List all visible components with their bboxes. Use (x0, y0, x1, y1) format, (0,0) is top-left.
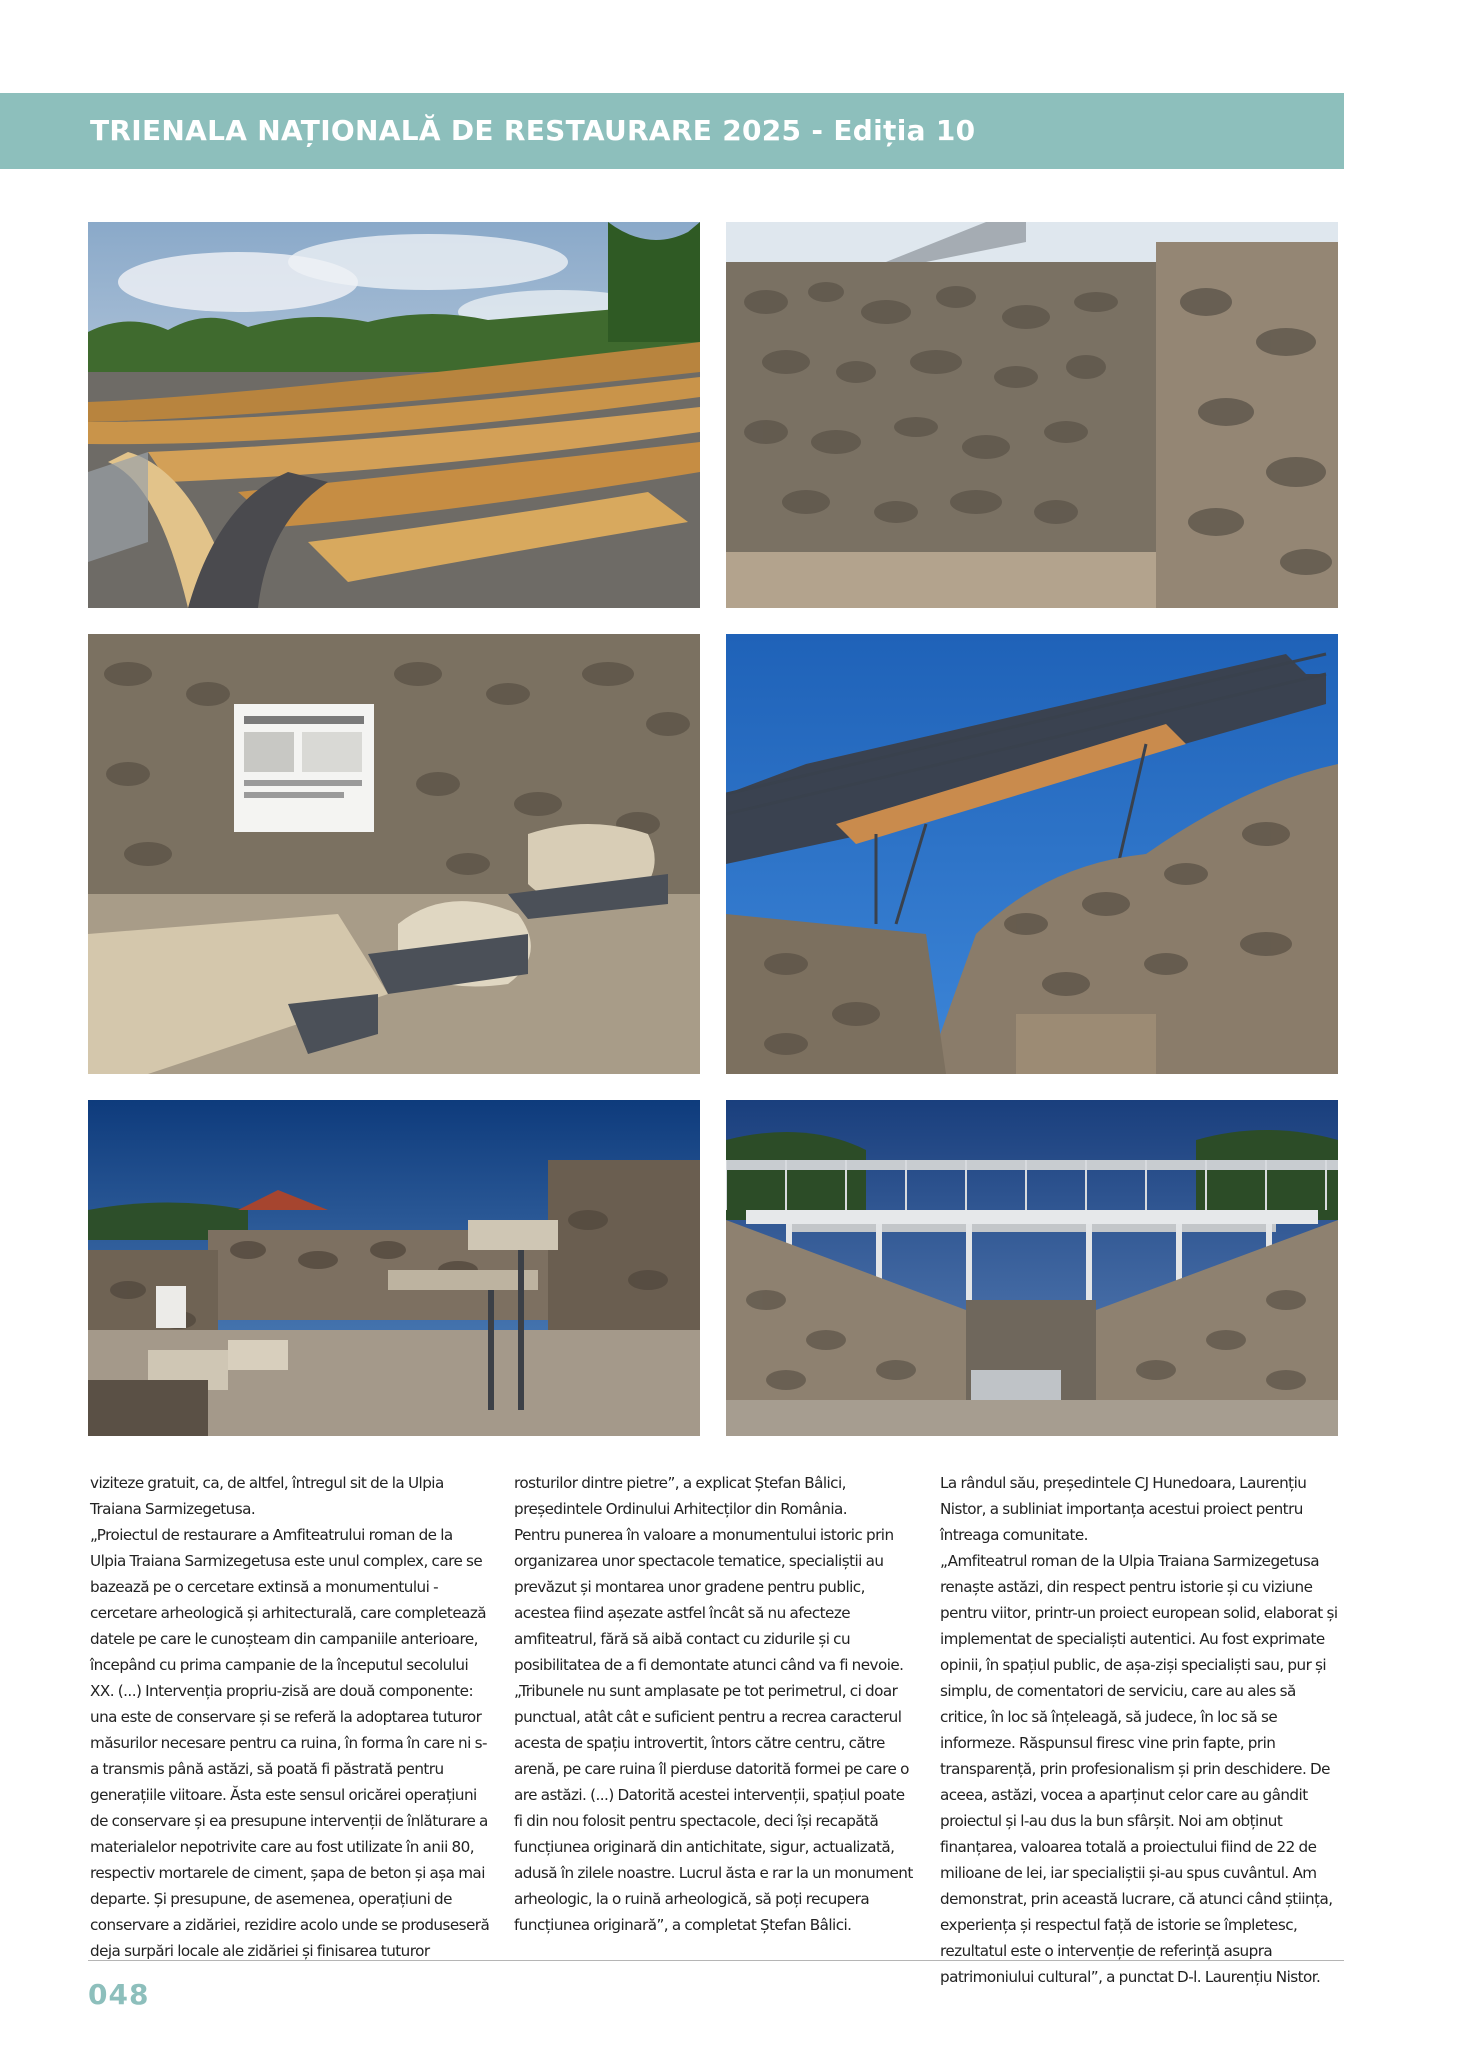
restored-stone-wall-corner-photo (726, 222, 1338, 608)
arena-entrance-with-covered-structure-photo (726, 1100, 1338, 1436)
amphitheatre-wooden-tribunes-photo (88, 222, 700, 608)
text-column-2 (514, 1470, 914, 1938)
paragraph: „Tribunele nu sunt amplasate pe tot perimetrul, ci doar punctual, atât cât e suficient pentru a recrea caracterul acesta de spațiu introvertit, întors către centru, către arenă, pe care ruina îl pierduse datorită formei pe care o are astăzi. (...) Datorită acestei intervenții, spațiul poate fi din nou folosit pentru spectacole, deci își recapătă funcțiunea originară din antichitate, sigur, actualizată, adusă în zilele noastre. Lucrul ăsta e rar la un monument arheologic, la o ruină arheologică, să poți recupera funcțiunea originară”, a completat Ștefan Bâlici. (514, 1682, 913, 1934)
metal-staircase-over-ruins-photo (726, 634, 1338, 1074)
ruins-courtyard-with-display-photo (88, 1100, 700, 1436)
paragraph: viziteze gratuit, ca, de altfel, întregul sit de la Ulpia Traiana Sarmizegetusa. (90, 1474, 444, 1518)
header-band (0, 93, 1344, 169)
paragraph: „Amfiteatrul roman de la Ulpia Traiana Sarmizegetusa renaște astăzi, din respect pentru istorie și cu viziune pentru viitor, printr-un proiect european solid, elaborat și implementat de specialiști autentici. Au fost exprimate opinii, în spațiul public, de așa-ziși specialiști sau, pur și simplu, de comentatori de serviciu, care au ales să critice, în loc să înțeleagă, să judece, în loc să se informeze. Răspunsul firesc vine prin fapte, prin transparență, prin profesionalism și prin deschidere. De aceea, astăzi, vocea a aparținut celor care au gândit proiectul și l-au dus la bun sfârșit. Noi am obținut finanțarea, valoarea totală a proiectului fiind de 22 de milioane de lei, iar specialiștii și-au spus cuvântul. Am demonstrat, prin această lucrare, că atunci când știința, experiența și respectul față de istorie se împletesc, rezultatul este o intervenție de referință asupra patrimoniului cultural”, a punctat D-l. Laurențiu Nistor. (940, 1552, 1338, 1986)
paragraph: „Proiectul de restaurare a Amfiteatrului roman de la Ulpia Traiana Sarmizegetusa este unul complex, care se bazează pe o cercetare extinsă a monumentului - cercetare arheologică și arhitecturală, care completează datele pe care le cunoșteam din campaniile anterioare, începând cu prima campanie de la începutul secolului XX. (...) Intervenția propriu-zisă are două componente: una este de conservare și se referă la adoptarea tuturor măsurilor necesare pentru ca ruina, în forma în care ni s-a transmis până astăzi, să poată fi păstrată pentru generațiile viitoare. Ăsta este sensul oricărei operațiuni de conservare și ea presupune intervenții de înlăturare a materialelor nepotrivite care au fost utilizate în anii 80, respectiv mortarele de ciment, șapa de beton și așa mai departe. Și presupune, de asemenea, operațiuni de conservare a zidăriei, rezidire acolo unde se produseseră deja surpări locale ale zidăriei și finisarea tuturor (90, 1526, 490, 1960)
text-column-3 (940, 1470, 1342, 1990)
paragraph: La rândul său, președintele CJ Hunedoara, Laurențiu Nistor, a subliniat importanța acestui proiect pentru întreaga comunitate. (940, 1474, 1307, 1544)
page-header-title: TRIENALA NAȚIONALĂ DE RESTAURARE 2025 - Ediția 10 (90, 114, 976, 147)
paragraph: rosturilor dintre pietre”, a explicat Ștefan Bâlici, președintele Ordinului Arhitecților din România. (514, 1474, 848, 1518)
footer-divider (88, 1960, 1344, 1961)
paragraph: Pentru punerea în valoare a monumentului istoric prin organizarea unor spectacole tematice, specialiștii au prevăzut și montarea unor gradene pentru public, acestea fiind așezate astfel încât să nu afecteze amfiteatrul, fără să aibă contact cu zidurile și cu posibilitatea de a fi demontate atunci când va fi nevoie. (514, 1526, 904, 1674)
text-column-1 (90, 1470, 490, 1964)
page-number: 048 (88, 1978, 150, 2011)
information-panel-and-stone-blocks-photo (88, 634, 700, 1074)
